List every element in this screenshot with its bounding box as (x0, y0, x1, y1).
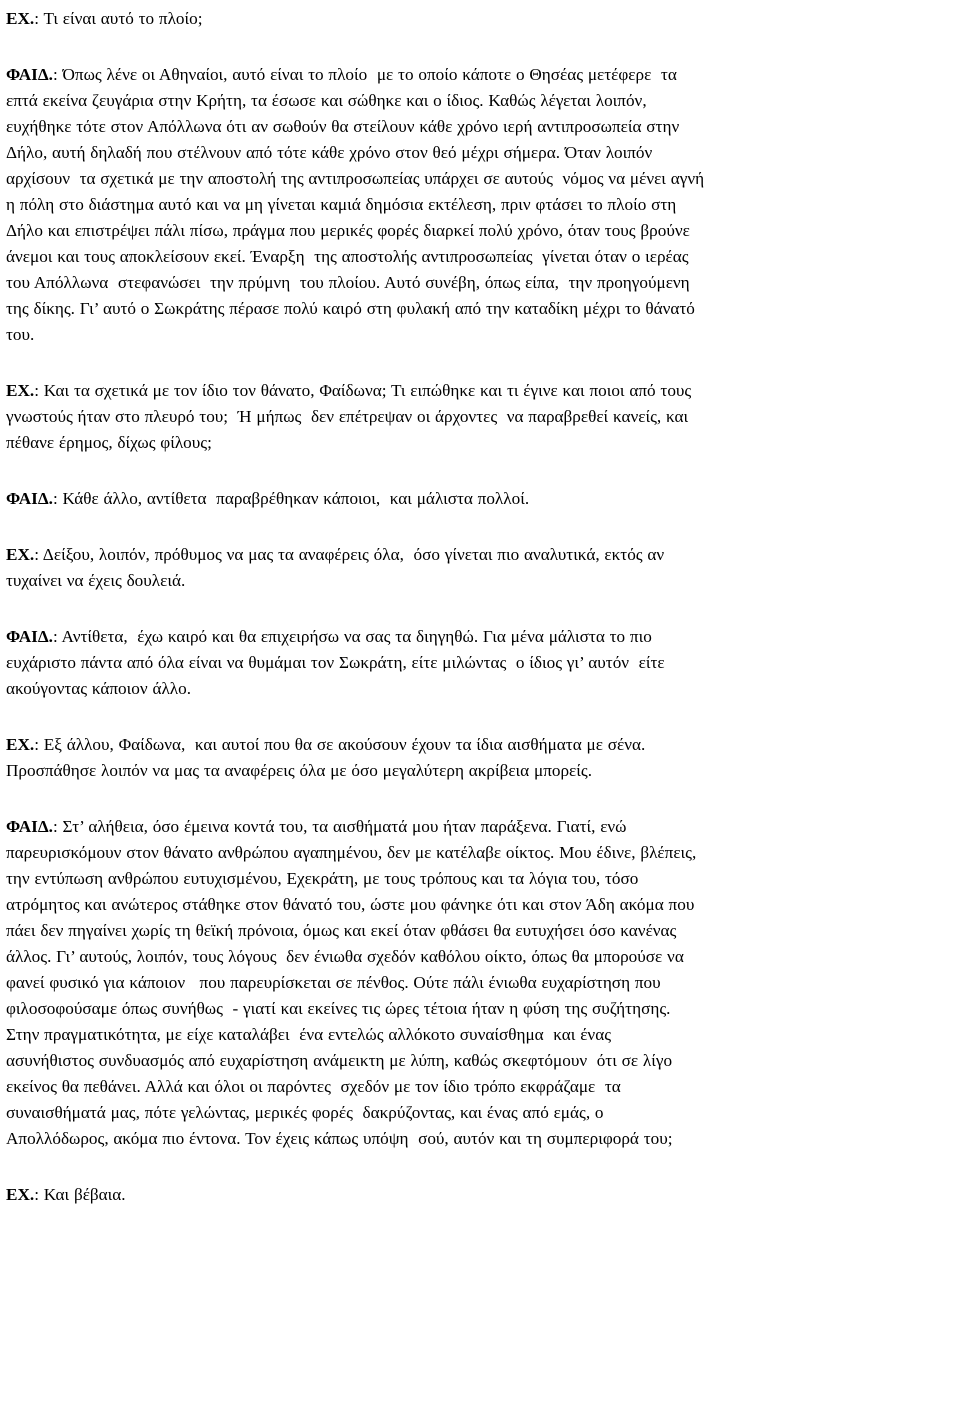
dialogue-line (6, 486, 956, 512)
speaker-label: ΦΑΙΔ. (6, 627, 53, 646)
dialogue-line (6, 62, 956, 348)
dialogue-line (6, 378, 956, 456)
dialogue-text: : Εξ άλλου, Φαίδωνα, και αυτοί που θα σε ακούσουν έχουν τα ίδια αισθήματα με σένα. Προσπάθησε λοιπόν να μας τα αναφέρεις όλα με όσο μεγαλύτερη ακρίβεια μπορείς. (6, 735, 646, 780)
document-body (6, 0, 956, 1208)
speaker-label: ΕΧ. (6, 9, 35, 28)
speaker-label: ΕΧ. (6, 381, 35, 400)
dialogue-line (6, 1182, 956, 1208)
dialogue-text: : Και βέβαια. (34, 1185, 126, 1204)
dialogue-text: : Και τα σχετικά με τον ίδιο τον θάνατο, Φαίδωνα; Τι ειπώθηκε και τι έγινε και ποιοι από τους γνωστούς ήταν στο πλευρό του; Ή μήπως δεν επέτρεψαν οι άρχοντες να παραβρεθεί κανείς, και πέθανε έρημος, δίχως φίλους; (6, 381, 692, 452)
speaker-label: ΕΧ. (6, 735, 35, 754)
dialogue-text: : Δείξου, λοιπόν, πρόθυμος να μας τα αναφέρεις όλα, όσο γίνεται πιο αναλυτικά, εκτός αν τυχαίνει να έχεις δουλειά. (6, 545, 665, 590)
dialogue-line (6, 732, 956, 784)
dialogue-line (6, 542, 956, 594)
dialogue-line (6, 814, 956, 1152)
speaker-label: ΦΑΙΔ. (6, 817, 53, 836)
dialogue-text: : Κάθε άλλο, αντίθετα παραβρέθηκαν κάποιοι, και μάλιστα πολλοί. (52, 489, 530, 508)
dialogue-text: : Αντίθετα, έχω καιρό και θα επιχειρήσω να σας τα διηγηθώ. Για μένα μάλιστα το πιο ευχάριστο πάντα από όλα είναι να θυμάμαι τον Σωκράτη, είτε μιλώντας ο ίδιος γι’ αυτόν είτε ακούγοντας κάποιον άλλο. (6, 627, 665, 698)
dialogue-line (6, 624, 956, 702)
dialogue-text: : Όπως λένε οι Αθηναίοι, αυτό είναι το πλοίο με το οποίο κάποτε ο Θησέας μετέφερε τα επτά εκείνα ζευγάρια στην Κρήτη, τα έσωσε και σώθηκε και ο ίδιος. Καθώς λέγεται λοιπόν, ευχήθηκε τότε στον Απόλλωνα ότι αν σωθούν θα στείλουν κάθε χρόνο ιερή αντιπροσωπεία στην Δήλο, αυτή δηλαδή που στέλνουν από τότε κάθε χρόνο στον θεό μέχρι σήμερα. Όταν λοιπόν αρχίσουν τα σχετικά με την αποστολή της αντιπροσωπείας υπάρχει σε αυτούς νόμος να μένει αγνή η πόλη στο διάστημα αυτό και να μη γίνεται καμιά δημόσια εκτέλεση, πριν φτάσει το πλοίο στη Δήλο και επιστρέψει πάλι πίσω, πράγμα που μερικές φορές διαρκεί πολύ χρόνο, όταν τους βρούνε άνεμοι και τους αποκλείσουν εκεί. Έναρξη της αποστολής αντιπροσωπείας γίνεται όταν ο ιερέας του Απόλλωνα στεφανώσει την πρύμνη του πλοίου. Αυτό συνέβη, όπως είπα, την προηγούμενη της δίκης. Γι’ αυτό ο Σωκράτης πέρασε πολύ καιρό στη φυλακή από την καταδίκη μέχρι το θάνατό του. (6, 65, 705, 344)
speaker-label: ΕΧ. (6, 1185, 35, 1204)
speaker-label: ΦΑΙΔ. (6, 65, 53, 84)
speaker-label: ΕΧ. (6, 545, 35, 564)
speaker-label: ΦΑΙΔ. (6, 489, 53, 508)
dialogue-text: : Στ’ αλήθεια, όσο έμεινα κοντά του, τα αισθήματά μου ήταν παράξενα. Γιατί, ενώ παρευρισκόμουν στον θάνατο ανθρώπου αγαπημένου, δεν με κατέλαβε οίκτος. Μου έδινε, βλέπεις, την εντύπωση ανθρώπου ευτυχισμένου, Εχεκράτη, με τους τρόπους και τα λόγια του, τόσο ατρόμητος και ανώτερος στάθηκε στον θάνατό του, ώστε μου φάνηκε ότι και στον Άδη ακόμα που πάει δεν πηγαίνει χωρίς τη θεϊκή πρόνοια, όμως και εκεί όταν φθάσει θα ευτυχήσει όσο κανένας άλλος. Γι’ αυτούς, λοιπόν, τους λόγους δεν ένιωθα σχεδόν καθόλου οίκτο, όπως θα μπορούσε να φανεί φυσικό για κάποιον που παρευρίσκεται σε πένθος. Ούτε πάλι ένιωθα ευχαρίστηση που φιλοσοφούσαμε όπως συνήθως - γιατί και εκείνες τις ώρες τέτοια ήταν η φύση της συζήτησης. Στην πραγματικότητα, με είχε καταλάβει ένα εντελώς αλλόκοτο συναίσθημα και ένας ασυνήθιστος συνδυασμός από ευχαρίστηση ανάμεικτη με λύπη, καθώς σκεφτόμουν ότι σε λίγο εκείνος θα πεθάνει. Αλλά και όλοι οι παρόντες σχεδόν με τον ίδιο τρόπο εκφράζαμε τα συναισθήματά μας, πότε γελώντας, μερικές φορές δακρύζοντας, και ένας από εμάς, ο Απολλόδωρος, ακόμα πιο έντονα. Τον έχεις κάπως υπόψη σού, αυτόν και τη συμπεριφορά του; (6, 817, 697, 1148)
dialogue-line (6, 6, 956, 32)
dialogue-text: : Τι είναι αυτό το πλοίο; (34, 9, 203, 28)
